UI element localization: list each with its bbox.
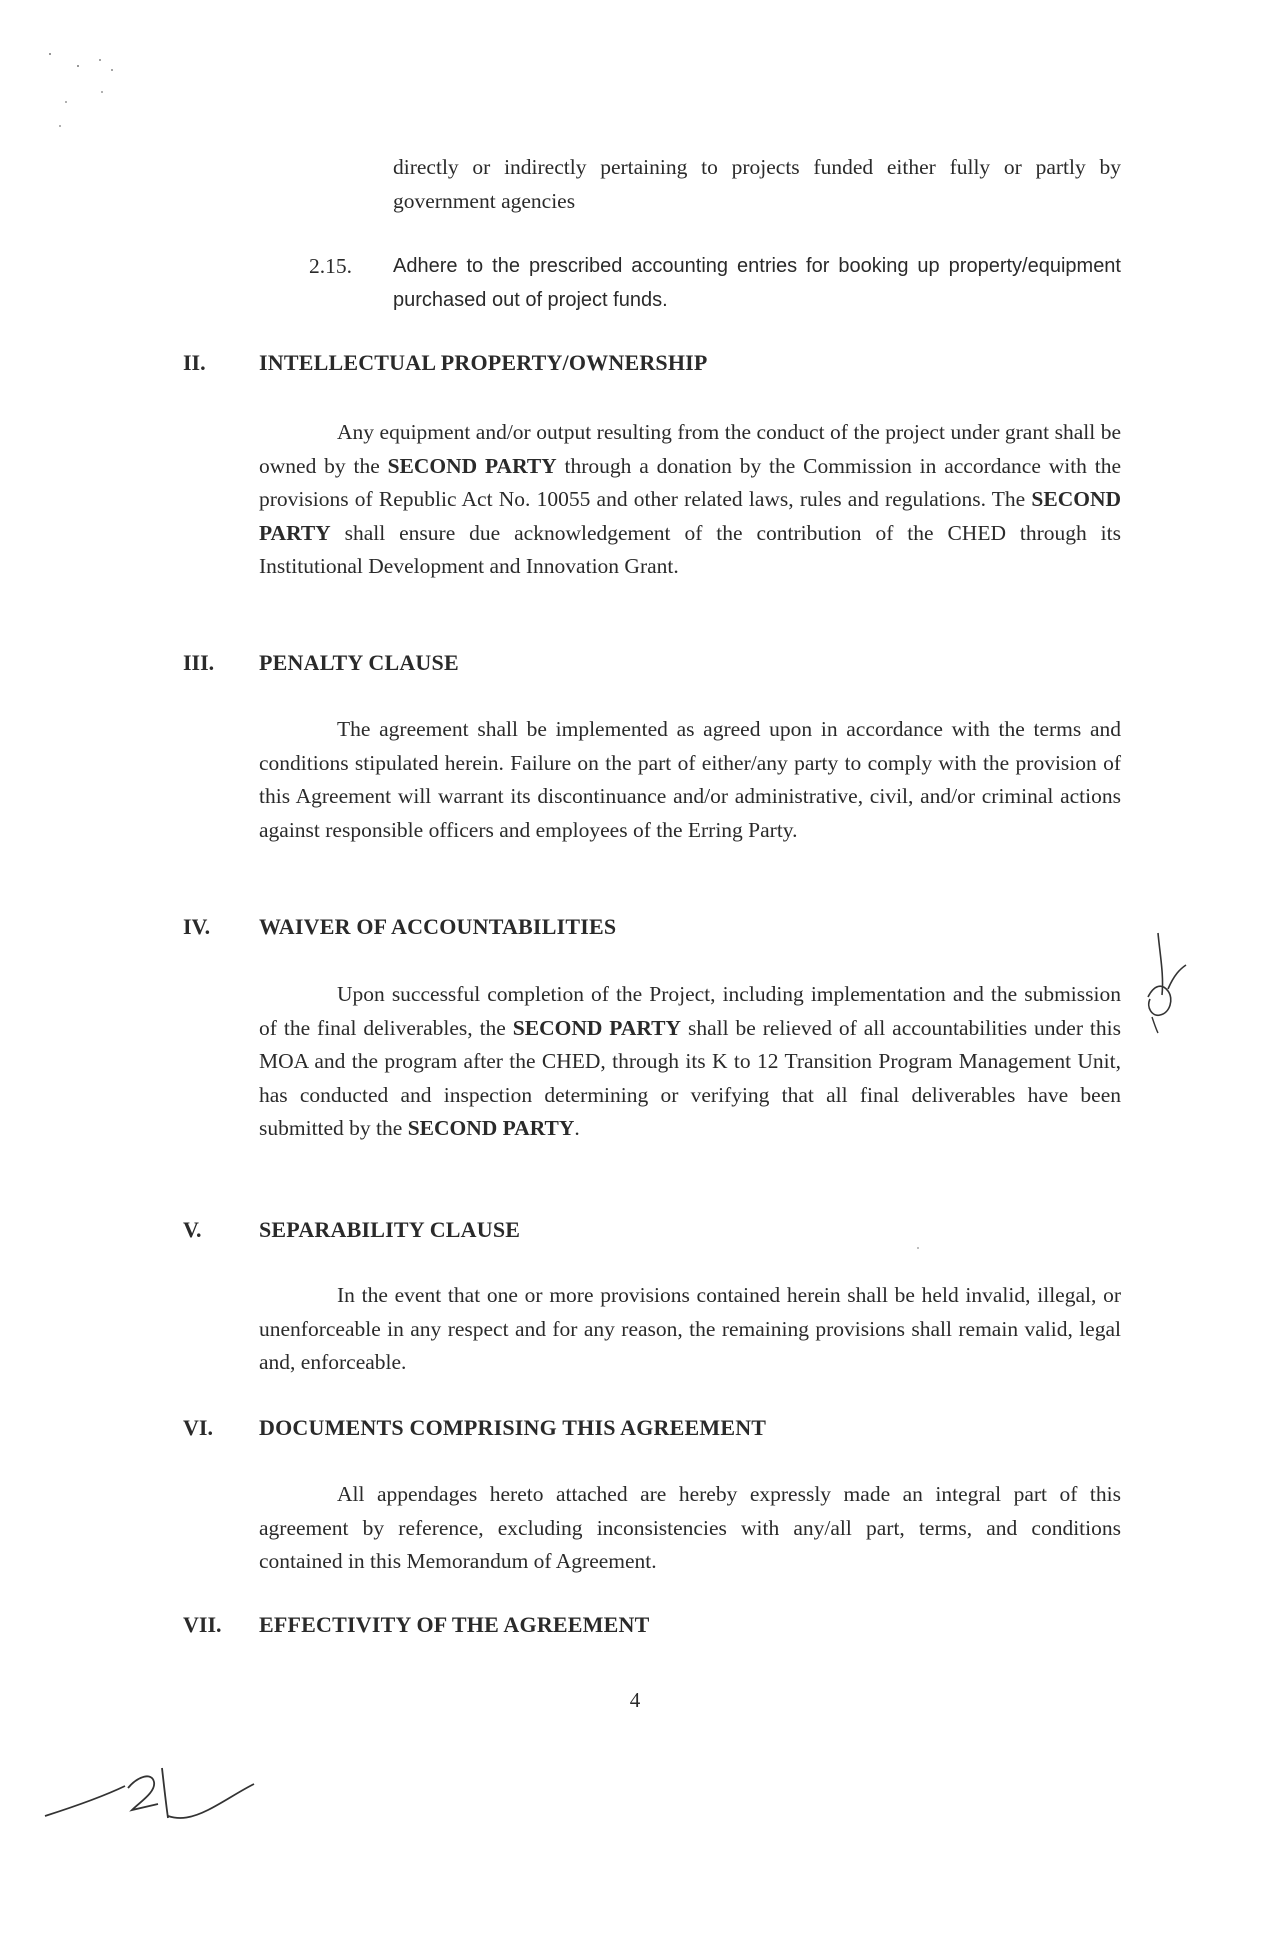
section-iii-body: The agreement shall be implemented as agreed upon in accordance with the terms and conditions stipulated herein. Failure on the part of either/any party to comply with the provision of this Agreement will warrant its discontinuance and/or administrative, civil, and/or criminal actions against responsible officers and employees of the Erring Party. [259, 717, 1121, 842]
item-number: 2.15. [309, 254, 352, 278]
section-numeral: II. [183, 350, 206, 375]
section-numeral: III. [183, 650, 215, 675]
bottom-initials-signature [40, 1758, 260, 1838]
section-title: EFFECTIVITY OF THE AGREEMENT [259, 1612, 650, 1637]
continuation-paragraph: directly or indirectly pertaining to projects funded either fully or partly by government agencies [393, 155, 1121, 213]
page-number: 4 [629, 1688, 641, 1712]
section-numeral: V. [183, 1217, 202, 1242]
section-numeral: VII. [183, 1612, 222, 1637]
section-ii-body: Any equipment and/or output resulting from the conduct of the project under grant shall be owned by the SECOND PARTY through a donation by the Commission in accordance with the provisions of Republic Act No. 10055 and other related laws, rules and regulations. The SECOND PARTY shall ensure due acknowledgement of the contribution of the CHED through its Institutional Development and Innovation Grant. [259, 420, 1122, 578]
section-v-body: In the event that one or more provisions contained herein shall be held invalid, illegal, or unenforceable in any respect and for any reason, the remaining provisions shall remain valid, legal and, enforceable. [259, 1283, 1121, 1374]
section-vi-body: All appendages hereto attached are hereby expressly made an integral part of this agreement by reference, excluding inconsistencies with any/all part, terms, and conditions contained in this Memorandum of Agreement. [259, 1482, 1121, 1573]
section-title: DOCUMENTS COMPRISING THIS AGREEMENT [259, 1415, 767, 1440]
section-numeral: IV. [183, 914, 211, 939]
section-title: WAIVER OF ACCOUNTABILITIES [259, 914, 617, 939]
section-numeral: VI. [183, 1415, 213, 1440]
scan-speck [915, 1245, 921, 1251]
margin-initials-signature [1140, 925, 1200, 1035]
section-title: SEPARABILITY CLAUSE [259, 1217, 521, 1242]
scan-specks [40, 40, 160, 140]
section-iv-body: Upon successful completion of the Project, including implementation and the submission of the final deliverables, the SECOND PARTY shall be relieved of all accountabilities under this MOA and the program after the CHED, through its K to 12 Transition Program Management Unit, has conducted and inspection determining or verifying that all final deliverables have been submitted by the SECOND PARTY. [259, 982, 1121, 1140]
section-title: PENALTY CLAUSE [259, 650, 459, 675]
section-title: INTELLECTUAL PROPERTY/OWNERSHIP [259, 350, 708, 375]
item-2-15-text: Adhere to the prescribed accounting entries for booking up property/equipment purchased out of project funds. [393, 255, 1121, 311]
